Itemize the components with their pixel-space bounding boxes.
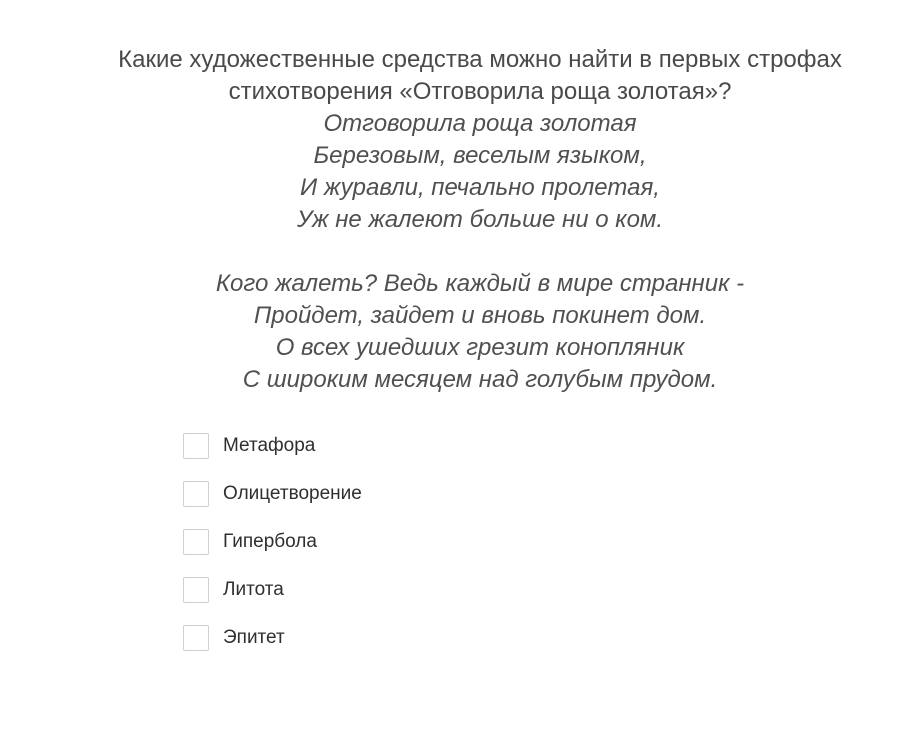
option-epithet[interactable] — [183, 623, 362, 653]
poem-line: С широким месяцем над голубым прудом. — [242, 366, 718, 393]
checkbox[interactable] — [183, 577, 209, 603]
question-line: стихотворения «Отговорила роща золотая»? — [228, 78, 732, 105]
poem-line: Отговорила роща золотая — [323, 110, 637, 137]
checkbox[interactable] — [183, 481, 209, 507]
question-line: Какие художественные средства можно найти в первых строфах — [118, 46, 842, 73]
question-text — [0, 44, 918, 108]
checkbox[interactable] — [183, 433, 209, 459]
poem-line: Березовым, веселым языком, — [313, 142, 647, 169]
option-personification[interactable] — [183, 479, 362, 509]
poem-line: О всех ушедших грезит конопляник — [275, 334, 685, 361]
poem-line: Кого жалеть? Ведь каждый в мире странник - — [215, 270, 745, 297]
poem-stanza-1 — [0, 108, 918, 236]
option-label[interactable]: Метафора — [223, 435, 316, 456]
poem-line: И журавли, печально пролетая, — [300, 174, 660, 201]
option-label[interactable]: Гипербола — [223, 531, 317, 552]
option-label[interactable]: Олицетворение — [223, 483, 362, 504]
poem-line: Уж не жалеют больше ни о ком. — [296, 206, 664, 233]
poem-stanza-2 — [0, 268, 918, 396]
checkbox[interactable] — [183, 529, 209, 555]
option-label[interactable]: Литота — [223, 579, 284, 600]
option-metaphor[interactable] — [183, 431, 362, 461]
answer-options — [183, 431, 362, 671]
poem-line: Пройдет, зайдет и вновь покинет дом. — [253, 302, 707, 329]
option-litotes[interactable] — [183, 575, 362, 605]
poem-excerpt — [0, 108, 918, 396]
option-hyperbole[interactable] — [183, 527, 362, 557]
checkbox[interactable] — [183, 625, 209, 651]
option-label[interactable]: Эпитет — [223, 627, 285, 648]
